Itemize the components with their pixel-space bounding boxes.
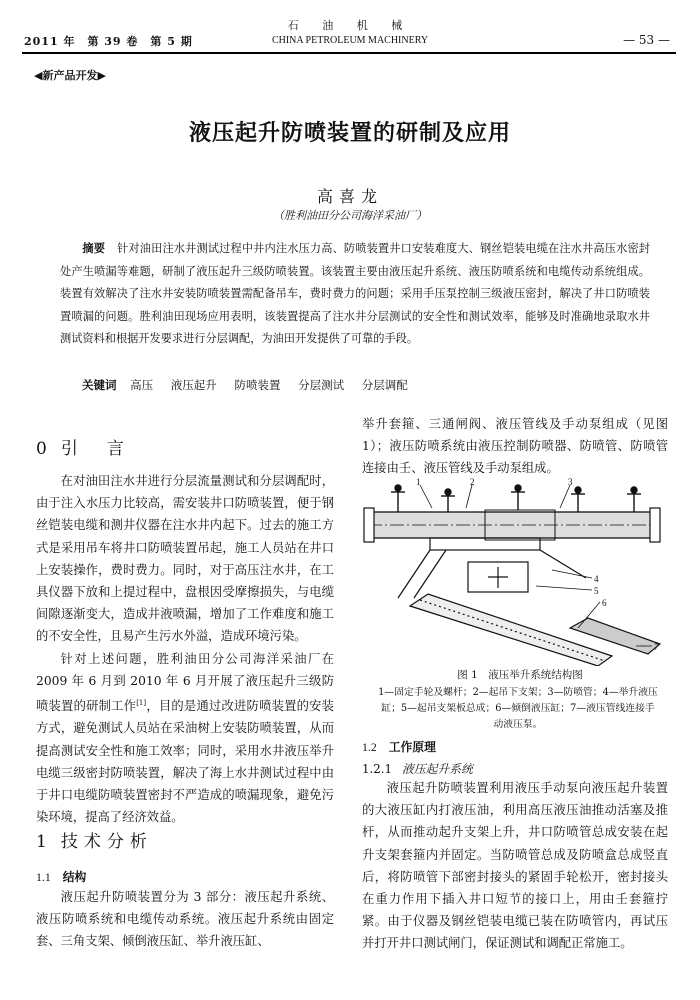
lifting-frame [398, 538, 586, 598]
subsection-number: 1.1 [36, 870, 51, 884]
structure-body [36, 886, 334, 953]
figure-label: 1 [416, 478, 421, 487]
subsection-title: 结构 [62, 870, 87, 884]
subsection-heading-structure [36, 868, 86, 885]
citation: [1] [136, 699, 147, 708]
text-run: ，目的是通过改进防喷装置的安装方式，避免测试人员站在采油树上安装防喷装置，从而提高测试安全性和施工效率；同时，采用水井液压举升电缆三级密封防喷装置，解决了海上水井测试过程中由于井口电缆防喷装置密封不严造成的喷漏现象，避免污染环境，提高了经济效益。 [36, 699, 334, 825]
figure-label: 4 [594, 574, 599, 584]
keyword: 防喷装置 [234, 378, 281, 392]
abstract [60, 238, 650, 351]
abstract-label: 摘要 [82, 242, 106, 255]
page-number: — 53 — [623, 33, 670, 47]
keywords-label: 关键词 [82, 378, 117, 392]
figure-label: 5 [594, 586, 599, 596]
section-heading-tech [36, 827, 153, 852]
keyword: 分层测试 [298, 378, 345, 392]
issue-info: 2011 年 第 39 卷 第 5 期 [24, 35, 193, 48]
subsubsection-number: 1.2.1 [362, 762, 393, 776]
principle-body [362, 777, 668, 955]
subsubsection-heading-lift [362, 760, 473, 777]
journal-name-cn: 石 油 机 械 [287, 19, 413, 32]
section-title: 技术分析 [60, 832, 153, 852]
structure-continued [362, 413, 668, 480]
paragraph: 举升套箍、三通闸阀、液压管线及手动泵组成（见图 1）；液压防喷系统由液压控制防喷器、防喷管、防喷管连接由壬、液压管线及手动泵组成。 [362, 417, 668, 476]
figure-label: 6 [602, 598, 607, 608]
subsection-heading-principle [362, 738, 436, 755]
keyword: 分层调配 [361, 378, 408, 392]
header-rule [22, 52, 676, 54]
paragraph: 液压起升防喷装置分为 3 部分：液压起升系统、液压防喷系统和电缆传动系统。液压起升系统由固定套、三角支架、倾倒液压缸、举升液压缸、 [36, 890, 334, 949]
keyword: 高压 [130, 378, 154, 392]
hand-wheel-icon [391, 485, 641, 512]
intro-body [36, 470, 334, 828]
journal-name-en: CHINA PETROLEUM MACHINERY [271, 35, 429, 46]
subsection-title: 工作原理 [388, 740, 436, 754]
subsection-number: 1.2 [362, 740, 377, 754]
figure-caption: 图 1 液压举升系统结构图 [457, 669, 583, 681]
section-tag: ◀新产品开发▶ [34, 69, 106, 82]
section-heading-intro [36, 434, 130, 459]
keyword: 液压起升 [170, 378, 217, 392]
figure-label: 3 [568, 478, 573, 487]
figure-1-diagram [360, 478, 670, 666]
paragraph: 在对油田注水井进行分层流量测试和分层调配时，由于注入水压力比较高，需安装井口防喷装置，便于钢丝铠装电缆和测井仪器在注水井内起下。过去的施工方式是采用吊车将井口防喷装置吊起，施工人员站在井口上安装操作，费时费力。同时，对于高压注水井，在工具仪器下放和上提过程中，盘根因受摩擦损失，与电缆间隙逐渐变大，造成井液喷漏，增加了工作难度和施工的不安全性，且易产生污水外溢，造成环境污染。 [36, 474, 334, 644]
section-title: 引 言 [60, 439, 130, 459]
paragraph: 液压起升防喷装置利用液压手动泵向液压起升装置的大液压缸内打液压油，利用高压液压油推动活塞及推杆，从而推动起升支架上升，井口防喷管总成安装在起升支架套箍内并固定。当防喷管总成及防喷盒总成竖直后，将防喷管下部密封接头的紧固手轮松开，密封接头在重力作用下插入井口短节的接口上，用由壬套箍拧紧。由于仪器及钢丝铠装电缆已装在防喷管内，再试压并打开井口测试闸门，保证测试和调配正常施工。 [362, 781, 668, 951]
keywords [82, 377, 422, 393]
abstract-text: 针对油田注水井测试过程中井内注水压力高、防喷装置井口安装难度大、钢丝铠装电缆在注水井高压水密封处产生喷漏等难题，研制了液压起升三级防喷装置。该装置主要由液压起升系统、液压防喷系统和电缆传动系统组成。装置有效解决了注水井安装防喷装置需配备吊车，费时费力的问题；采用手压泵控制三级液压密封，解决了井口防喷装置喷漏的问题。胜利油田现场应用表明，该装置提高了注水井分层测试的安全性和测试效率，能够及时准确地录取水井测试资料和根据开发要求进行分层调配，为油田开发提供了可靠的手段。 [60, 242, 650, 345]
author: 高喜龙 [316, 187, 383, 206]
paragraph [36, 648, 334, 829]
figure-label: 2 [470, 478, 475, 487]
affiliation: （胜利油田分公司海洋采油厂） [273, 209, 427, 222]
tilt-cylinder [410, 594, 660, 666]
figure-legend: 1—固定手轮及螺杆；2—起吊下支架；3—防喷管；4—举升液压缸；5—起吊支架板总成；6—倾倒液压缸；7—液压管线连接手动液压泵。 [378, 687, 658, 730]
figure-label: 7 [654, 642, 659, 652]
text-run: 针对上述问题，胜利油田分公司海洋采油厂在2009 年 6 月到 2010 年 6 月开展了液压起升三级防喷装置的研制工作 [36, 651, 334, 714]
paper-title: 液压起升防喷装置的研制及应用 [188, 121, 511, 146]
section-number: 1 [36, 832, 47, 852]
section-number: 0 [36, 439, 47, 459]
subsubsection-title: 液压起升系统 [402, 762, 473, 776]
